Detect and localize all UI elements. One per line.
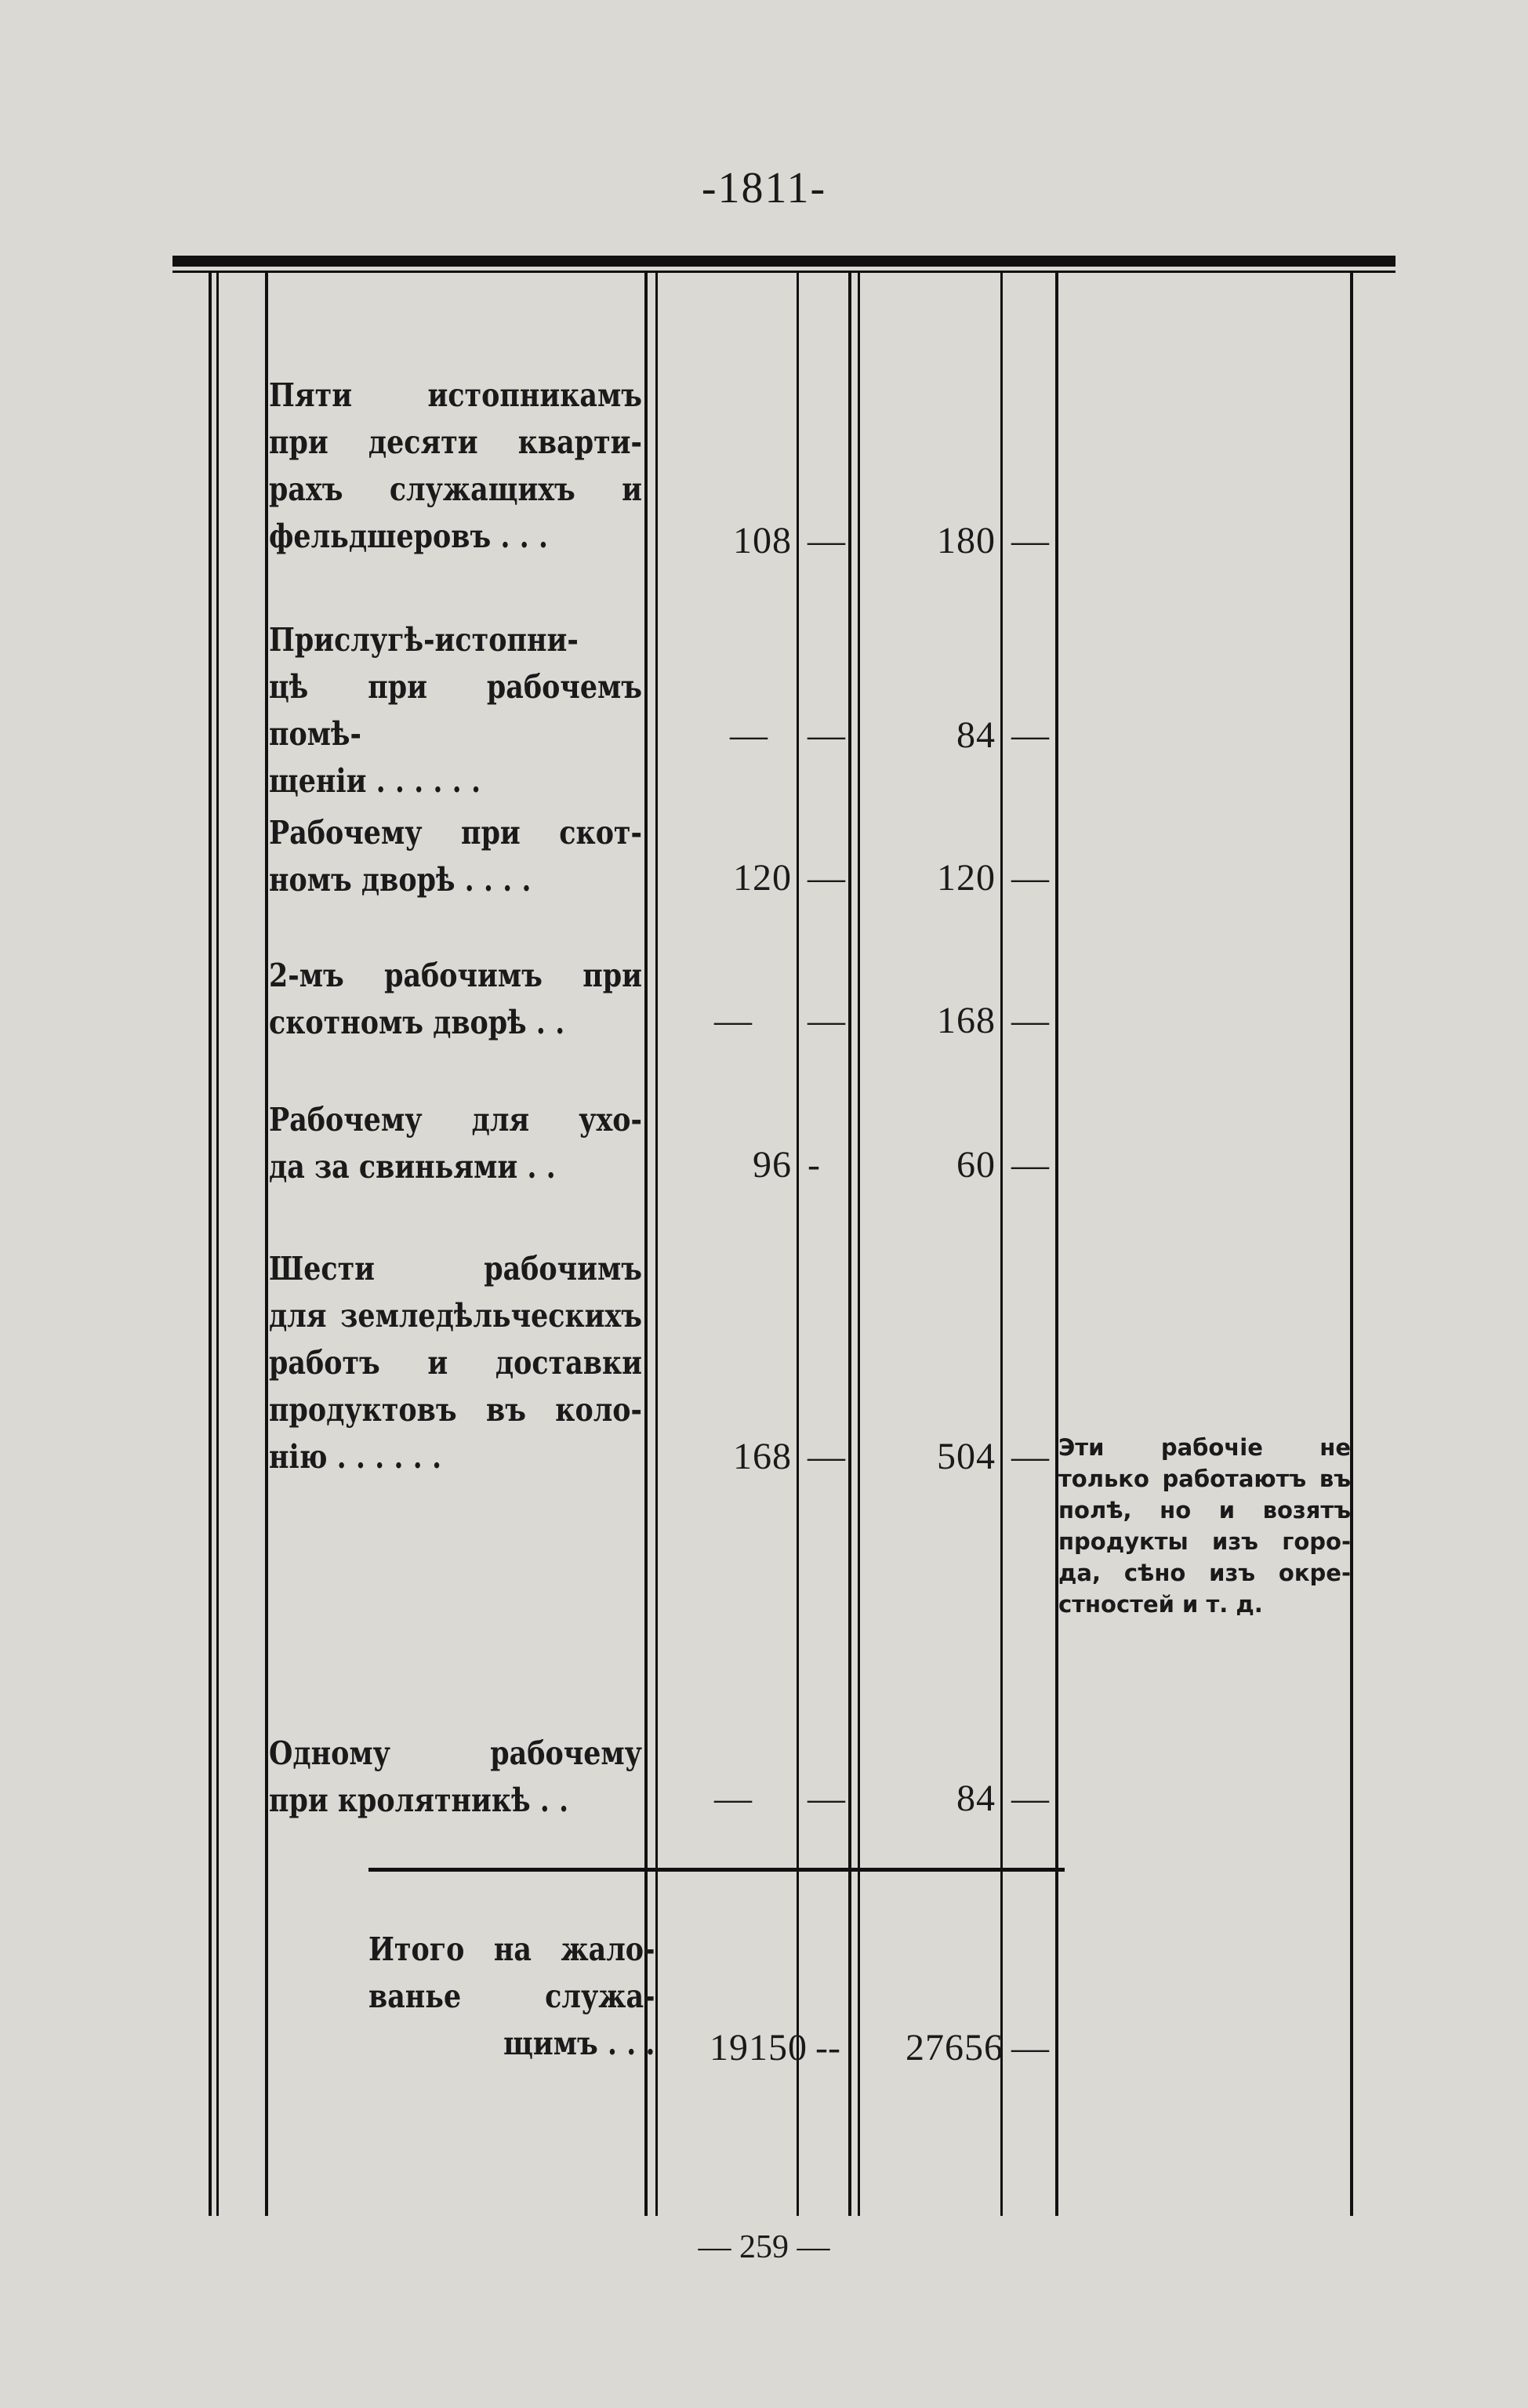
row-4-col1-kopecks: —	[808, 1000, 845, 1041]
total-col2-kopecks: —	[1011, 2027, 1049, 2068]
row-3-col1-value: 120	[733, 857, 792, 899]
total-col1-kopecks: --	[815, 2027, 840, 2068]
total-label: Итого на жало- ванье служа- щимъ . . .	[368, 1930, 655, 2062]
column-divider-col1-right	[848, 273, 851, 2216]
total-separator-rule	[368, 1868, 1065, 1872]
row-2-col2-kopecks: —	[1011, 714, 1049, 756]
row-1-col1-value: 108	[733, 520, 792, 561]
row-3-col1-kopecks: —	[808, 857, 845, 899]
row-label-cattle-yard-worker: Рабочему при скот- номъ дворѣ . . . .	[269, 814, 642, 899]
row-6-col2-value: 504	[937, 1436, 996, 1477]
row-label-pig-keeper: Рабочему для ухо- да за свиньями . .	[269, 1101, 642, 1186]
column-divider-col1-right-inner	[858, 273, 860, 2216]
row-2-col1-value: —	[730, 714, 768, 756]
row-6-col1-value: 168	[733, 1436, 792, 1477]
row-2-col2-value: 84	[956, 714, 996, 756]
row-7-col2-value: 84	[956, 1778, 996, 1819]
row-label-rabbit-keeper: Одному рабочему при кролятникѣ . .	[269, 1734, 642, 1819]
row-6-col2-kopecks: —	[1011, 1436, 1049, 1477]
row-label-two-cattle-workers: 2-мъ рабочимъ при скотномъ дворѣ . .	[269, 957, 642, 1041]
page-header-number: -1811-	[701, 164, 827, 212]
row-5-col1-value: 96	[753, 1144, 792, 1186]
total-col2-value: 27656	[906, 2027, 1004, 2068]
row-4-col1-value: —	[714, 1000, 753, 1041]
total-col1-value: 19150	[710, 2027, 808, 2068]
row-7-col2-kopecks: —	[1011, 1778, 1049, 1819]
row-7-col1-kopecks: —	[808, 1778, 845, 1819]
row-5-col1-kopecks: -	[808, 1144, 820, 1186]
row-5-col2-kopecks: —	[1011, 1144, 1049, 1186]
row-1-col1-kopecks: —	[808, 520, 845, 561]
row-label-six-field-workers: Шести рабочимъ для земледѣльческихъ работъ и доставки продуктовъ въ коло- нію . . . . . .	[269, 1250, 642, 1476]
row-7-col1-value: —	[714, 1778, 753, 1819]
row-4-col2-kopecks: —	[1011, 1000, 1049, 1041]
page-footer-number: — 259 —	[698, 2229, 830, 2265]
row-1-col2-value: 180	[937, 520, 996, 561]
column-divider-col2-right	[1055, 273, 1058, 2216]
row-6-col1-kopecks: —	[808, 1436, 845, 1477]
row-4-col2-value: 168	[937, 1000, 996, 1041]
row-1-col2-kopecks: —	[1011, 520, 1049, 561]
row-label-stokers: Пяти истопникамъ при десяти кварти- рахъ служащихъ и фельдшеровъ . . .	[269, 376, 642, 555]
table-border-right	[1350, 273, 1353, 2216]
column-divider-col2-rubles	[1000, 273, 1003, 2216]
row-5-col2-value: 60	[956, 1144, 996, 1186]
table-top-rule-thin	[172, 271, 1396, 273]
table-border-left	[209, 273, 212, 2216]
table-border-left-inner	[216, 273, 219, 2216]
row-3-col2-kopecks: —	[1011, 857, 1049, 899]
remark-field-workers: Эти рабочіе не только работаютъ въ полѣ, но и возятъ продукты изъ горо- да, сѣно изъ окре- стностей и т. д.	[1058, 1434, 1351, 1618]
column-divider-label-right-inner	[655, 273, 658, 2216]
table-top-rule	[172, 256, 1396, 267]
column-divider-label-right	[644, 273, 648, 2216]
row-3-col2-value: 120	[937, 857, 996, 899]
column-divider-label-left	[265, 273, 268, 2216]
row-label-servant-stoker: Прислугѣ-истопни- цѣ при рабочемъ помѣ- щеніи . . . . . .	[269, 621, 642, 800]
column-divider-col1-rubles	[797, 273, 799, 2216]
row-2-col1-kopecks: —	[808, 714, 845, 756]
